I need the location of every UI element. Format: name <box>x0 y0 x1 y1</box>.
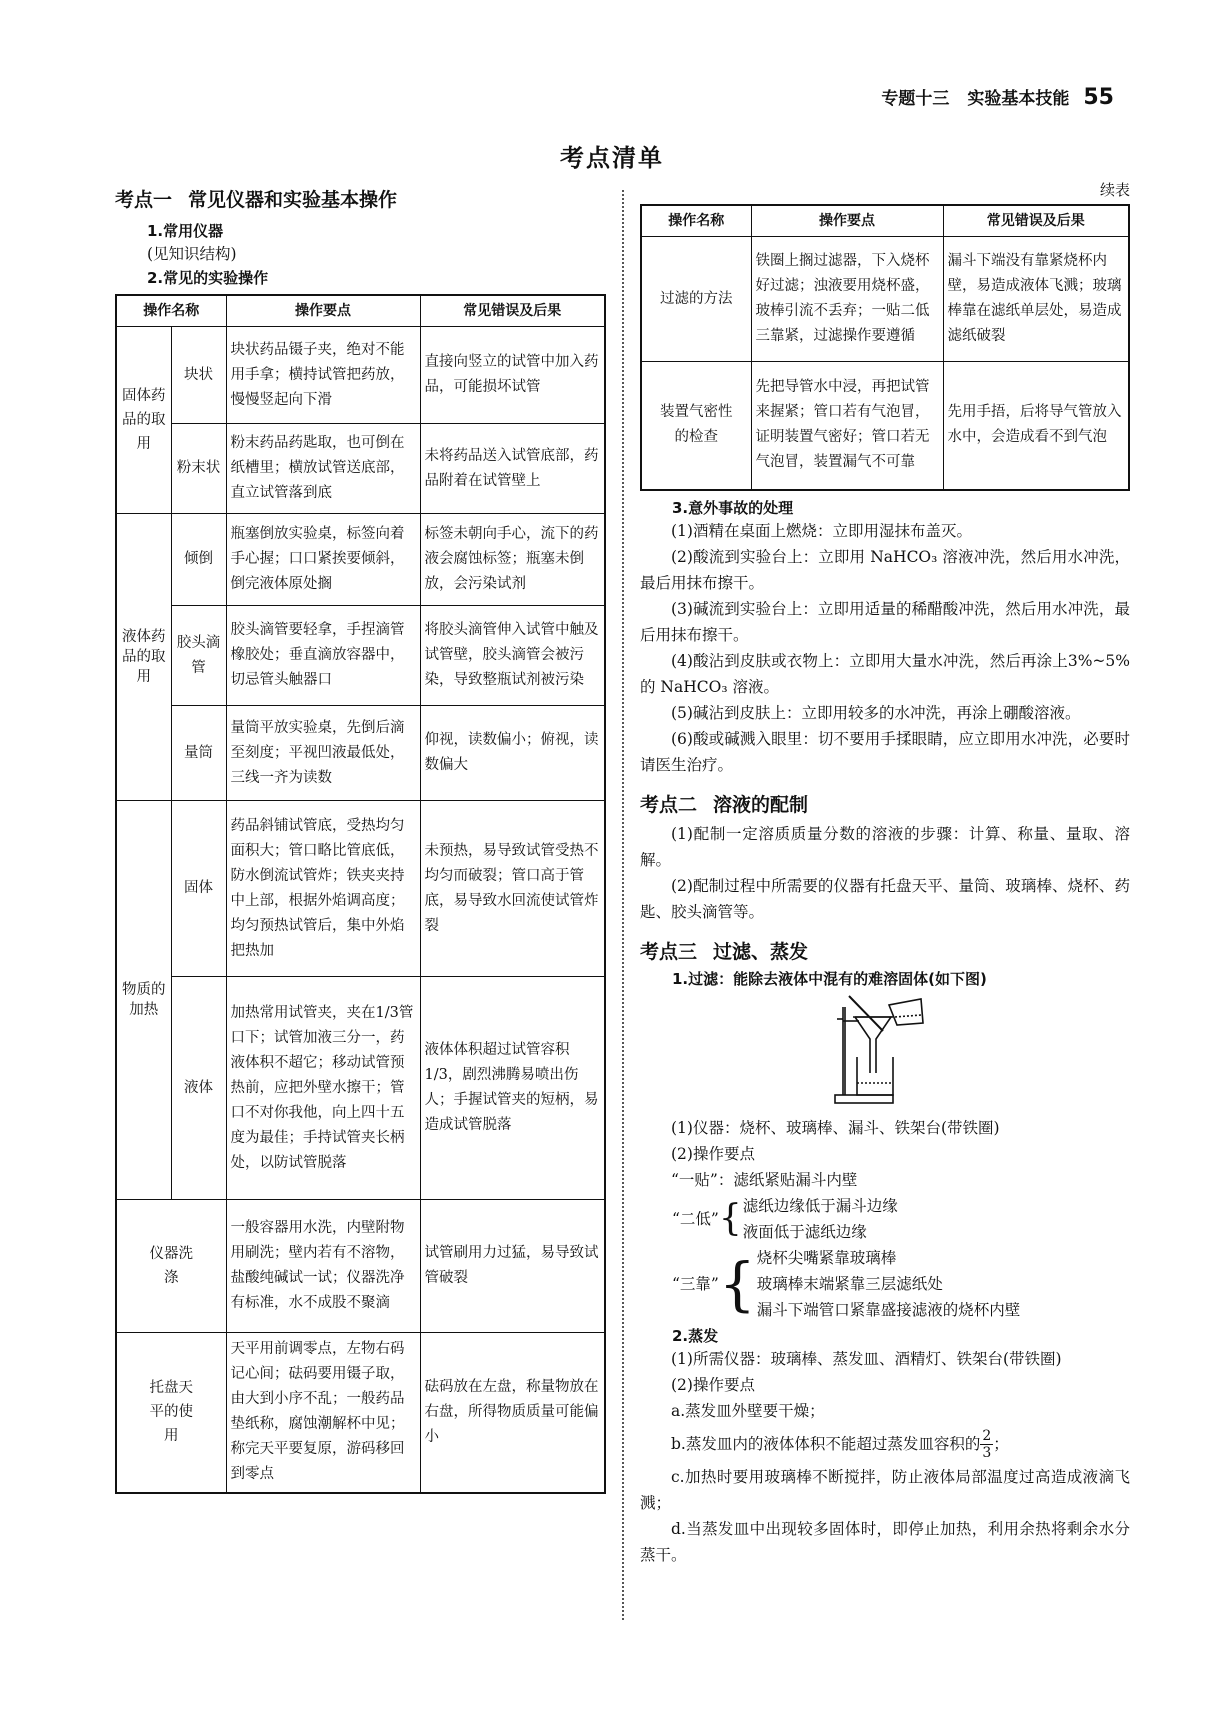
row-err: 未将药品送入试管底部，药品附着在试管壁上 <box>420 424 605 514</box>
row-subname: 液体 <box>171 977 226 1200</box>
row-name: 过滤的方法 <box>641 237 751 362</box>
solution-item: (1)配制一定溶质质量分数的溶液的步骤：计算、称量、量取、溶解。 <box>640 824 1130 869</box>
filtration-apparatus-figure <box>825 995 1130 1111</box>
operations-table <box>115 294 606 1494</box>
header-cell: 操作要点 <box>751 205 943 237</box>
evaporation-item-c: c.加热时要用玻璃棒不断搅拌，防止液体局部温度过高造成液滴飞溅； <box>640 1467 1130 1512</box>
filtration-apparatus-icon <box>825 995 945 1107</box>
subheading-common-instruments: 1.常用仪器 <box>147 222 224 240</box>
row-key: 药品斜铺试管底，受热均匀面积大；管口略比管底低，防水倒流试管炸；铁夹夹持中上部，根据外焰调高度；均匀预热试管后，集中外焰把热加 <box>226 801 420 977</box>
header-subject: 实验基本技能 <box>967 89 1070 109</box>
header-cell: 常见错误及后果 <box>420 295 605 327</box>
row-key: 胶头滴管要轻拿，手捏滴管橡胶处；垂直滴放容器中，切忌管头触器口 <box>226 606 420 706</box>
table-row <box>116 1333 605 1493</box>
header-cell: 常见错误及后果 <box>943 205 1129 237</box>
table-row <box>116 706 605 801</box>
brace-icon: { <box>718 1249 756 1318</box>
row-err: 未预热，易导致试管受热不均匀而破裂；管口高于管底，易导致水回流使试管炸裂 <box>420 801 605 977</box>
two-lows-label: “二低” <box>672 1209 719 1228</box>
solution-item: (2)配制过程中所需要的仪器有托盘天平、量筒、玻璃棒、烧杯、药匙、胶头滴管等。 <box>640 876 1130 921</box>
three-leans-item: 玻璃棒末端紧靠三层滤纸处 <box>756 1274 943 1293</box>
accident-item: (1)酒精在桌面上燃烧：立即用湿抹布盖灭。 <box>671 521 972 540</box>
two-lows-item: 滤纸边缘低于漏斗边缘 <box>742 1196 898 1215</box>
brace-icon: { <box>718 1197 742 1239</box>
two-lows-item: 液面低于滤纸边缘 <box>742 1222 867 1241</box>
row-name: 仪器洗涤 <box>116 1200 226 1333</box>
two-lows-group <box>672 1193 1130 1245</box>
group-cell: 物质的加热 <box>116 801 171 1200</box>
row-err: 仰视，读数偏小；俯视，读数偏大 <box>420 706 605 801</box>
three-leans-item: 烧杯尖嘴紧靠玻璃棒 <box>756 1248 897 1267</box>
row-key: 粉末药品药匙取，也可倒在纸槽里；横放试管送底部，直立试管落到底 <box>226 424 420 514</box>
row-subname: 块状 <box>171 327 226 424</box>
section-heading-k2: 考点二 溶液的配制 <box>640 793 809 816</box>
row-subname: 倾倒 <box>171 514 226 606</box>
row-err: 将胶头滴管伸入试管中触及试管壁，胶头滴管会被污染，导致整瓶试剂被污染 <box>420 606 605 706</box>
row-key: 块状药品镊子夹，绝对不能用手拿；横持试管把药放，慢慢竖起向下滑 <box>226 327 420 424</box>
table-row <box>116 514 605 606</box>
row-name: 装置气密性的检查 <box>641 362 751 490</box>
row-name: 托盘天平的使用 <box>116 1333 226 1493</box>
header-cell: 操作名称 <box>641 205 751 237</box>
table-row <box>116 977 605 1200</box>
left-column <box>115 185 606 1494</box>
continued-label: 续表 <box>1099 181 1130 199</box>
table-row <box>116 606 605 706</box>
header-cell: 操作要点 <box>226 295 420 327</box>
row-subname: 量筒 <box>171 706 226 801</box>
table-row <box>116 327 605 424</box>
header-topic: 专题十三 <box>881 89 950 109</box>
accident-item: (3)碱流到实验台上：立即用适量的稀醋酸冲洗，然后用水冲洗，最后用抹布擦干。 <box>640 599 1130 644</box>
row-err: 试管刷用力过猛，易导致试管破裂 <box>420 1200 605 1333</box>
row-err: 标签未朝向手心，流下的药液会腐蚀标签；瓶塞未倒放，会污染试剂 <box>420 514 605 606</box>
filtration-item: (1)仪器：烧杯、玻璃棒、漏斗、铁架台(带铁圈) <box>671 1118 1000 1137</box>
row-err: 液体体积超过试管容积1/3，剧烈沸腾易喷出伤人；手握试管夹的短柄，易造成试管脱落 <box>420 977 605 1200</box>
three-leans-item: 漏斗下端管口紧靠盛接滤液的烧杯内壁 <box>756 1300 1021 1319</box>
group-cell: 液体药品的取用 <box>116 514 171 801</box>
subheading-accidents: 3.意外事故的处理 <box>672 498 794 517</box>
header-cell: 操作名称 <box>116 295 226 327</box>
row-key: 一般容器用水洗，内壁附物用刷洗；壁内若有不溶物，盐酸纯碱试一试；仪器洗净有标准，水不成股不聚滴 <box>226 1200 420 1333</box>
page-number: 55 <box>1083 85 1114 110</box>
subheading-evaporation: 2.蒸发 <box>672 1326 719 1345</box>
row-key: 加热常用试管夹，夹在1/3管口下；试管加液三分一，药液体积不超它；移动试管预热前，应把外壁水擦干；管口不对你我他，向上四十五度为最佳；手持试管夹长柄处，以防试管脱落 <box>226 977 420 1200</box>
row-err: 砝码放在左盘，称量物放在右盘，所得物质质量可能偏小 <box>420 1333 605 1493</box>
row-key: 天平用前调零点，左物右码记心间；砝码要用镊子取，由大到小序不乱；一般药品垫纸称，腐蚀潮解杯中见；称完天平要复原，游码移回到零点 <box>226 1333 420 1493</box>
filtration-item: “一贴”：滤纸紧贴漏斗内壁 <box>671 1170 858 1189</box>
table-header-row <box>641 205 1129 237</box>
section-heading-k1: 考点一 常见仪器和实验基本操作 <box>115 189 398 211</box>
accident-item: (6)酸或碱溅入眼里：切不要用手揉眼睛，应立即用水冲洗，必要时请医生治疗。 <box>640 729 1130 774</box>
evaporation-item: (1)所需仪器：玻璃棒、蒸发皿、酒精灯、铁架台(带铁圈) <box>671 1349 1062 1368</box>
table-row <box>641 237 1129 362</box>
evaporation-item-b: b.蒸发皿内的液体体积不能超过蒸发皿容积的 $\frac{2}{3}$ ； <box>671 1428 1009 1461</box>
row-key: 瓶塞倒放实验桌，标签向着手心握；口口紧挨要倾斜，倒完液体原处搁 <box>226 514 420 606</box>
row-err: 先用手捂，后将导气管放入水中，会造成看不到气泡 <box>943 362 1129 490</box>
column-divider <box>622 190 624 1620</box>
accident-item: (2)酸流到实验台上：立即用 NaHCO₃ 溶液冲洗，然后用水冲洗，最后用抹布擦干。 <box>640 547 1130 592</box>
row-subname: 粉末状 <box>171 424 226 514</box>
section-heading-k3: 考点三 过滤、蒸发 <box>640 940 809 963</box>
row-key: 先把导管水中浸，再把试管来握紧；管口若有气泡冒，证明装置气密好；管口若无气泡冒，装置漏气不可靠 <box>751 362 943 490</box>
fraction: $\frac{2}{3}$ <box>982 1428 992 1461</box>
evaporation-item: a.蒸发皿外壁要干燥； <box>671 1401 825 1420</box>
table-row <box>116 424 605 514</box>
table-row <box>641 362 1129 490</box>
row-err: 漏斗下端没有靠紧烧杯内壁，易造成液体飞溅；玻璃棒靠在滤纸单层处，易造成滤纸破裂 <box>943 237 1129 362</box>
three-leans-group <box>672 1245 1130 1323</box>
subheading-common-operations: 2.常见的实验操作 <box>147 269 269 287</box>
row-subname: 胶头滴管 <box>171 606 226 706</box>
right-column <box>640 181 1130 1568</box>
three-leans-label: “三靠” <box>672 1274 719 1293</box>
filtration-item: (2)操作要点 <box>671 1144 755 1163</box>
running-header <box>881 84 1114 110</box>
row-subname: 固体 <box>171 801 226 977</box>
table-row <box>116 801 605 977</box>
row-key: 铁圈上搁过滤器，下入烧杯好过滤；浊液要用烧杯盛，玻棒引流不丢弃；一贴二低三靠紧，过滤操作要遵循 <box>751 237 943 362</box>
table-row <box>116 1200 605 1333</box>
accident-item: (5)碱沾到皮肤上：立即用较多的水冲洗，再涂上硼酸溶液。 <box>671 703 1081 722</box>
group-cell: 固体药品的取用 <box>116 327 171 514</box>
accident-item: (4)酸沾到皮肤或衣物上：立即用大量水冲洗，然后再涂上3%~5%的 NaHCO₃ 溶液。 <box>640 651 1130 696</box>
row-err: 直接向竖立的试管中加入药品，可能损坏试管 <box>420 327 605 424</box>
page-title: 考点清单 <box>560 144 664 172</box>
evaporation-item-d: d.当蒸发皿中出现较多固体时，即停止加热，利用余热将剩余水分蒸干。 <box>640 1519 1130 1564</box>
operations-table-continued <box>640 204 1130 491</box>
row-key: 量筒平放实验桌，先倒后滴至刻度；平视凹液最低处，三线一齐为读数 <box>226 706 420 801</box>
evaporation-item: (2)操作要点 <box>671 1375 755 1394</box>
table-header-row <box>116 295 605 327</box>
subheading-filtration: 1.过滤：能除去液体中混有的难溶固体(如下图) <box>672 969 987 988</box>
note-text: (见知识结构) <box>147 245 237 263</box>
